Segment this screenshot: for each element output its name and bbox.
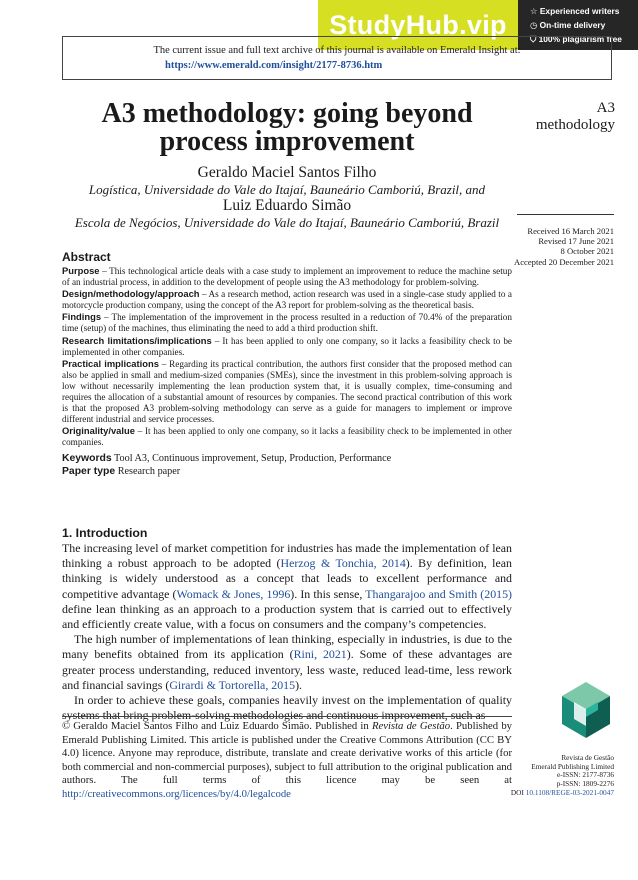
paper-type: Paper type Research paper (62, 465, 181, 477)
margin-divider (517, 214, 614, 215)
footnote-divider (62, 716, 512, 717)
clock-icon: ◷ (530, 20, 540, 30)
publisher-journal: Revista de Gestão (561, 753, 614, 762)
abstract-purpose: Purpose – This technological article deals with a case study to implement an improvement to reduce the machine setup of an industrial process, in addition to the development of people using the A3 methodology for problem-solving. (62, 265, 512, 288)
citation-link[interactable]: Rini, 2021 (293, 647, 347, 662)
date-revised: Revised 17 June 2021 (538, 236, 614, 247)
shield-icon: ⛉ (530, 34, 539, 44)
publisher-pissn: p-ISSN: 1809-2276 (556, 779, 614, 789)
citation-link[interactable]: Womack & Jones, 1996 (176, 586, 291, 601)
abstract-practical: Practical implications – Regarding its practical contribution, the authors first consider that the proposed method can also be applied in small and medium-sized companies (SMEs), since the investment in this problem-solving approach is low without necessarily implementing the lean production system that, it is usually complex, time-consuming and requires the allocation of a substantial amount of resources by companies. The second practical contribution of this work is that the proposed A3 problem-solving methodology can serve as a guide for managers to implement or improve different industrial and service processes. (62, 357, 512, 425)
date-accepted: Accepted 20 December 2021 (514, 256, 614, 267)
studyhub-logo[interactable]: StudyHub.vip (318, 0, 518, 50)
author-1: Geraldo Maciel Santos Filho (197, 164, 377, 181)
publisher-doi: DOI 10.1108/REGE-03-2021-0047 (510, 787, 614, 797)
intro-paragraph-1: The increasing level of market competition for industries has made the implementation of lean thinking a robust approach to be adopted (Herzog & Tonchia, 2014). By definition, lean thinking is widely understood as a concept that leads to excellent performance and competitive advantage (Womack & Jones, 1996). In this sense, Thangarajoo and Smith (2015) define lean thinking as an approach to a production system that is carried out to effectively and efficiently create value, with a focus on consumers and the company’s competencies. (62, 541, 513, 632)
abstract-findings: Findings – The implementation of the improvement in the process resulted in a reduction of 70.4% of the preparation time (setup) of the machines, thus eliminating the need to add a third production shift. (62, 311, 512, 334)
author-2: Luiz Eduardo Simão (222, 197, 352, 214)
keywords: Keywords Tool A3, Continuous improvement, Setup, Production, Performance (62, 452, 392, 464)
publisher-info (480, 754, 614, 798)
publisher-eissn: e-ISSN: 2177-8736 (557, 770, 614, 780)
introduction-body (62, 541, 512, 723)
citation-link[interactable]: Girardi & Tortorella, 2015 (169, 677, 296, 692)
publisher-name: Emerald Publishing Limited (531, 761, 614, 771)
notice-text: The current issue and full text archive of this journal is available on Emerald Insight at: (153, 45, 521, 56)
doi-link[interactable]: 10.1108/REGE-03-2021-0047 (525, 787, 614, 797)
banner-feature-3: ⛉ 100% plagiarism free (530, 34, 622, 44)
abstract-heading: Abstract (62, 250, 111, 264)
abstract-design: Design/methodology/approach – As a research method, action research was used in a single-case study applied to a motorcycle production company, using the concept of the A3 report for problem-solving as the theoretical basis. (62, 288, 512, 311)
running-head (520, 100, 615, 134)
journal-notice-box (62, 36, 612, 80)
license-footnote: © Geraldo Maciel Santos Filho and Luiz Eduardo Simão. Published in Revista de Gestão. Published by Emerald Publishing Limited. This article is published under the Creative Commons Attribution (CC BY 4.0) licence. Anyone may reproduce, distribute, translate and create derivative works of this article (for both commercial and non-commercial purposes), subject to full attribution to the original publication and authors. The full terms of this licence may be seen at http://creativecommons.org/licences/by/4.0/legalcode (62, 720, 513, 800)
abstract-originality: Originality/value – It has been applied to only one company, so it lacks a feasibility check to be implemented in other companies. (62, 425, 512, 448)
citation-link[interactable]: Thangarajoo and Smith (2015) (365, 586, 513, 601)
citation-link[interactable]: Herzog & Tonchia, 2014 (280, 556, 406, 571)
title-line-2: process improvement (159, 126, 415, 157)
running-head-line-2: methodology (535, 117, 615, 133)
date-revised-2: 8 October 2021 (560, 246, 614, 257)
abstract-limitations: Research limitations/implications – It has been applied to only one company, so it lacks a feasibility check to be implemented in other companies. (62, 334, 513, 357)
license-url-link[interactable]: http://creativecommons.org/licences/by/4.0/legalcode (62, 787, 291, 800)
intro-paragraph-3: In order to achieve these goals, companies heavily invest on the implementation of quality (74, 693, 512, 708)
article-title (62, 100, 512, 156)
star-icon: ☆ (530, 6, 540, 16)
running-head-line-1: A3 (596, 100, 615, 116)
date-received: Received 16 March 2021 (527, 226, 614, 236)
affiliation-1: Logística, Universidade do Vale do Itajaí, Bauneário Camboriú, Brazil, and (88, 182, 486, 197)
banner-feature-2: ◷ On-time delivery (530, 20, 606, 30)
title-line-1: A3 methodology: going beyond (101, 98, 473, 129)
banner-feature-1: ☆ Experienced writers (530, 6, 620, 16)
abstract-body (62, 265, 512, 478)
article-dates (500, 226, 614, 267)
notice-url-link[interactable]: https://www.emerald.com/insight/2177-8736.htm (165, 60, 383, 71)
affiliation-2: Escola de Negócios, Universidade do Vale do Itajaí, Bauneário Camboriú, Brazil (74, 215, 500, 230)
section-heading-introduction: 1. Introduction (62, 526, 148, 540)
intro-paragraph-2: The high number of implementations of lean thinking, especially in industries, is due to the many benefits obtained from its application (Rini, 2021). Some of these advantages are greater process understanding, reduced inventory, less waste, reduced lead-time, less rework and financial savings (Girardi & Tortorella, 2015). (62, 632, 512, 692)
emerald-logo-icon (560, 680, 612, 740)
